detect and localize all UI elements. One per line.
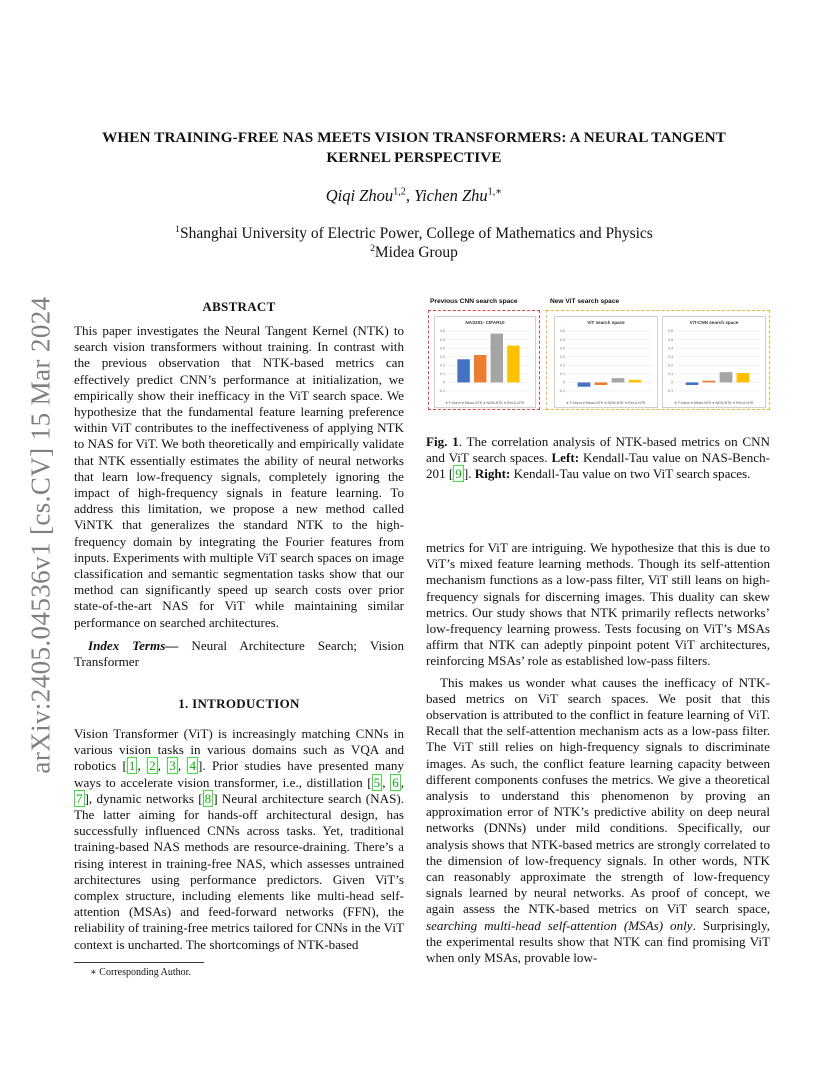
bar-mean-ntk bbox=[474, 355, 486, 382]
index-terms-label: Index Terms— bbox=[88, 638, 179, 653]
chart-plot bbox=[555, 317, 657, 407]
y-tick-label: 0.6 bbox=[440, 329, 445, 334]
chart-title: NAS201- CIFAR10 bbox=[465, 320, 505, 325]
intro-text-2: ]. Prior studies have presented many ways to accelerate vision transformer, i.e., distillation [ bbox=[74, 758, 404, 790]
paragraph-text: . Surprisingly, the experimental results show that NTK can find promising ViT when only MSAs, provable low- bbox=[426, 917, 771, 966]
bar-mean-ntk bbox=[703, 381, 716, 383]
citation-link[interactable]: 3 bbox=[169, 758, 176, 774]
abstract-heading: ABSTRACT bbox=[202, 299, 276, 314]
chart-title: ViT search space bbox=[587, 320, 625, 325]
bar-mean-ntk bbox=[595, 382, 608, 385]
y-tick-label: 0.3 bbox=[668, 354, 673, 359]
citation-link[interactable]: 9 bbox=[455, 466, 462, 482]
y-tick-label: 0.6 bbox=[560, 329, 565, 334]
bar-f-norm bbox=[686, 382, 699, 385]
affiliation-1-text: Shanghai University of Electric Power, College of Mathematics and Physics bbox=[179, 225, 653, 242]
arxiv-stamp bbox=[18, 296, 64, 774]
y-tick-label: 0 bbox=[443, 380, 445, 385]
paragraph-emphasis: searching multi-head self-attention (MSAs) only bbox=[426, 917, 693, 933]
bar-relu-ntk bbox=[629, 380, 642, 383]
affiliation-1 bbox=[0, 225, 828, 243]
author-2: Yichen Zhu bbox=[414, 186, 488, 205]
author-1: Qiqi Zhou bbox=[325, 186, 394, 205]
chart-legend: ● F-Norm ● Mean-NTK ● NGN-NTK ● ReLU-NTK bbox=[445, 401, 525, 405]
figure-label-cnn: Previous CNN search space bbox=[430, 298, 518, 305]
citation-link[interactable]: 8 bbox=[204, 790, 212, 806]
chart-vit-cnn bbox=[662, 316, 766, 408]
y-tick-label: 0.5 bbox=[560, 337, 565, 342]
footnote-rule bbox=[74, 962, 204, 963]
caption-text-4: Kendall-Tau value on two ViT search spaces. bbox=[510, 466, 751, 482]
y-tick-label: 0.2 bbox=[560, 363, 565, 368]
y-tick-label: 0.1 bbox=[668, 372, 673, 377]
chart-title: ViT-CNN search space bbox=[689, 320, 739, 325]
intro-text-1: Vision Transformer (ViT) is increasingly matching CNNs in various vision tasks in various domains such as VQA and robotics [ bbox=[74, 726, 404, 774]
bar-relu-ntk bbox=[507, 346, 519, 383]
y-tick-label: 0.2 bbox=[668, 363, 673, 368]
chart-vit bbox=[554, 316, 658, 408]
caption-text-2: Kendall-Tau value on NAS-Bench-201 [ bbox=[426, 450, 770, 482]
y-tick-label: -0.1 bbox=[439, 389, 445, 394]
y-tick-label: 0 bbox=[671, 380, 673, 385]
title-line-2: KERNEL PERSPECTIVE bbox=[326, 149, 502, 166]
index-terms-text: Neural Architecture Search; Vision Transformer bbox=[74, 638, 404, 670]
y-tick-label: -0.1 bbox=[667, 389, 673, 394]
citation-link[interactable]: 7 bbox=[76, 790, 83, 806]
title-line-1: WHEN TRAINING-FREE NAS MEETS VISION TRANSFORMERS: A NEURAL TANGENT bbox=[102, 129, 726, 146]
paragraph-text: This makes us wonder what causes the inefficacy of NTK-based metrics on ViT search spaces. We posit that this observation is attributed to the conflict in feature learning of ViT. Recall that the self-attention mechanism acts as a low-pass filter. The ViT still relies on high-frequency signals to discriminate images. As such, the conflict feature learning capacity between different components confuses the metrics. We give a theoretical analysis to understand this phenomenon by proving an approximation error of NTK’s predictive ability on deep neural networks (DNNs) under mild conditions. Specifically, our analysis shows that NTK-based metrics are strongly correlated to the dimension of low-frequency signals. In other words, NTK can reasonably approximate the strength of low-frequency signals learned by neural networks. As proof of concept, we again assess the NTK-based metrics on ViT search space, bbox=[426, 674, 770, 917]
y-tick-label: 0.3 bbox=[560, 354, 565, 359]
abstract-body bbox=[74, 323, 404, 631]
y-tick-label: 0.6 bbox=[668, 329, 673, 334]
caption-text-1: . The correlation analysis of NTK-based metrics on CNN and ViT search spaces. bbox=[426, 434, 770, 466]
chart-plot bbox=[435, 317, 535, 407]
intro-body: Vision Transformer (ViT) is increasingly matching CNNs in various vision tasks in various domains such as VQA and robotics [ 1 , 2 , 3 , 4 ]. Prior studies have presented many ways to accelerate vision transformer, i.e., distillation [ 5 , 6 , 7 ], dynamic networks [ 8 ] Neural architecture search (NAS). The latter aiming for hands-off architectural design, has successfully influenced CNNs across tasks. Yet, traditional training-based NAS methods are resource-draining. There’s a rising interest in training-free NAS, which assesses untrained architectures using performance predictors. Given ViT’s complex structure, including elements like multi-head self-attention (MSAs) and feed-forward networks (FFN), the reliability of training-free metrics tailored for CNNs in the ViT context is uncharted. The shortcomings of NTK-based bbox=[74, 726, 405, 952]
citation-link[interactable]: 5 bbox=[373, 774, 381, 790]
intro-text-4: ] Neural architecture search (NAS). The latter aiming for hands-off architectural design, has successfully influenced CNNs across tasks. Yet, traditional training-based NAS methods are resource-draining. There’s a rising interest in training-free NAS, which assesses untrained architectures using performance predictors. Given ViT’s complex structure, including elements like multi-head self-attention (MSAs) and feed-forward networks (FFN), the reliability of training-free metrics tailored for CNNs in the ViT context is uncharted. The shortcomings of NTK-based bbox=[74, 790, 404, 952]
y-tick-label: -0.1 bbox=[559, 389, 565, 394]
affiliation-2-text: Midea Group bbox=[374, 244, 458, 261]
index-terms bbox=[74, 638, 404, 670]
y-tick-label: 0 bbox=[563, 380, 565, 385]
citation-link[interactable]: 2 bbox=[149, 758, 156, 774]
paper-title bbox=[60, 128, 768, 168]
citation-link[interactable]: 4 bbox=[189, 758, 197, 774]
author-2-affil: 1,∗ bbox=[487, 186, 503, 198]
figure-caption bbox=[426, 434, 770, 483]
chart-plot bbox=[663, 317, 765, 407]
bar-ngn-ntk bbox=[491, 334, 503, 383]
affiliation-2-mark: 2 bbox=[370, 242, 375, 254]
intro-text-3: ], dynamic networks [ bbox=[84, 790, 203, 806]
affiliation-1-mark: 1 bbox=[175, 223, 180, 235]
chart-legend: ● F-Norm ● Mean-NTK ● NGN-NTK ● ReLU-NTK bbox=[674, 401, 754, 405]
arxiv-id: arXiv:2405.04536v1 [cs.CV] 15 Mar 2024 bbox=[25, 296, 56, 774]
caption-fig-label: Fig. 1 bbox=[426, 434, 459, 449]
y-tick-label: 0.5 bbox=[668, 337, 673, 342]
figure-label-vit: New ViT search space bbox=[550, 298, 620, 305]
footnote: ∗ Corresponding Author. bbox=[90, 967, 191, 978]
caption-right-label: Right: bbox=[474, 466, 511, 482]
caption-left-label: Left: bbox=[551, 450, 580, 466]
authors bbox=[0, 186, 828, 206]
abstract-text: This paper investigates the Neural Tangent Kernel (NTK) to search vision transformers without training. In contrast with the previous observation that NTK-based metrics can effectively predict CNN’s performance at initialization, we empirically show their inefficacy in the ViT search space. We hypothesize that the fundamental feature learning preference within ViT contributes to the ineffectiveness of applying NTK to NAS for ViT. We both theoretically and empirically validate that NTK essentially estimates the ability of neural networks that learn low-frequency signals, completely ignoring the impact of high-frequency signals in feature learning. To address this limitation, we propose a new method called ViNTK that generalizes the standard NTK to the high-frequency domain by integrating the Fourier features from inputs. Experiments with multiple ViT search spaces on image classification and semantic segmentation tasks show that our method can significantly speed up search costs over prior state-of-the-art NAS for ViT while maintaining similar performance on searched architectures. bbox=[74, 323, 404, 630]
citation-link[interactable]: 1 bbox=[128, 758, 136, 774]
paragraph bbox=[426, 675, 770, 967]
citation-link[interactable]: 6 bbox=[392, 774, 399, 790]
bar-relu-ntk bbox=[737, 373, 750, 382]
bar-f-norm bbox=[578, 382, 591, 386]
y-tick-label: 0.4 bbox=[440, 346, 445, 351]
caption-text-3: ]. bbox=[463, 466, 475, 482]
author-sep: , bbox=[405, 186, 415, 205]
author-1-affil: 1,2 bbox=[393, 186, 406, 198]
y-tick-label: 0.4 bbox=[668, 346, 673, 351]
chart-legend: ● F-Norm ● Mean-NTK ● NGN-NTK ● ReLU-NTK bbox=[566, 401, 646, 405]
chart-nas201 bbox=[434, 316, 536, 408]
y-tick-label: 0.2 bbox=[440, 363, 445, 368]
intro-heading: 1. INTRODUCTION bbox=[178, 696, 300, 711]
y-tick-label: 0.5 bbox=[440, 337, 445, 342]
y-tick-label: 0.1 bbox=[560, 372, 565, 377]
figure-1 bbox=[426, 298, 770, 410]
affiliation-2 bbox=[0, 244, 828, 262]
y-tick-label: 0.4 bbox=[560, 346, 565, 351]
y-tick-label: 0.1 bbox=[440, 372, 445, 377]
y-tick-label: 0.3 bbox=[440, 354, 445, 359]
bar-ngn-ntk bbox=[612, 378, 625, 382]
bar-ngn-ntk bbox=[720, 372, 733, 382]
right-column-body bbox=[426, 540, 770, 966]
paragraph: metrics for ViT are intriguing. We hypothesize that this is due to ViT’s mixed feature learning methods. Though its self-attention mechanism functions as a low-pass filter, ViT still leans on high-frequency signals for discerning images. This duality can skew metrics. Our study shows that NTK primarily reflects networks’ low-frequency learning prowess. Tests focusing on ViT’s MSAs affirm that NTK can adeptly pinpoint potent ViT architectures, reinforcing MSAs’ role as established low-pass filters. bbox=[426, 540, 770, 669]
bar-f-norm bbox=[457, 359, 469, 382]
